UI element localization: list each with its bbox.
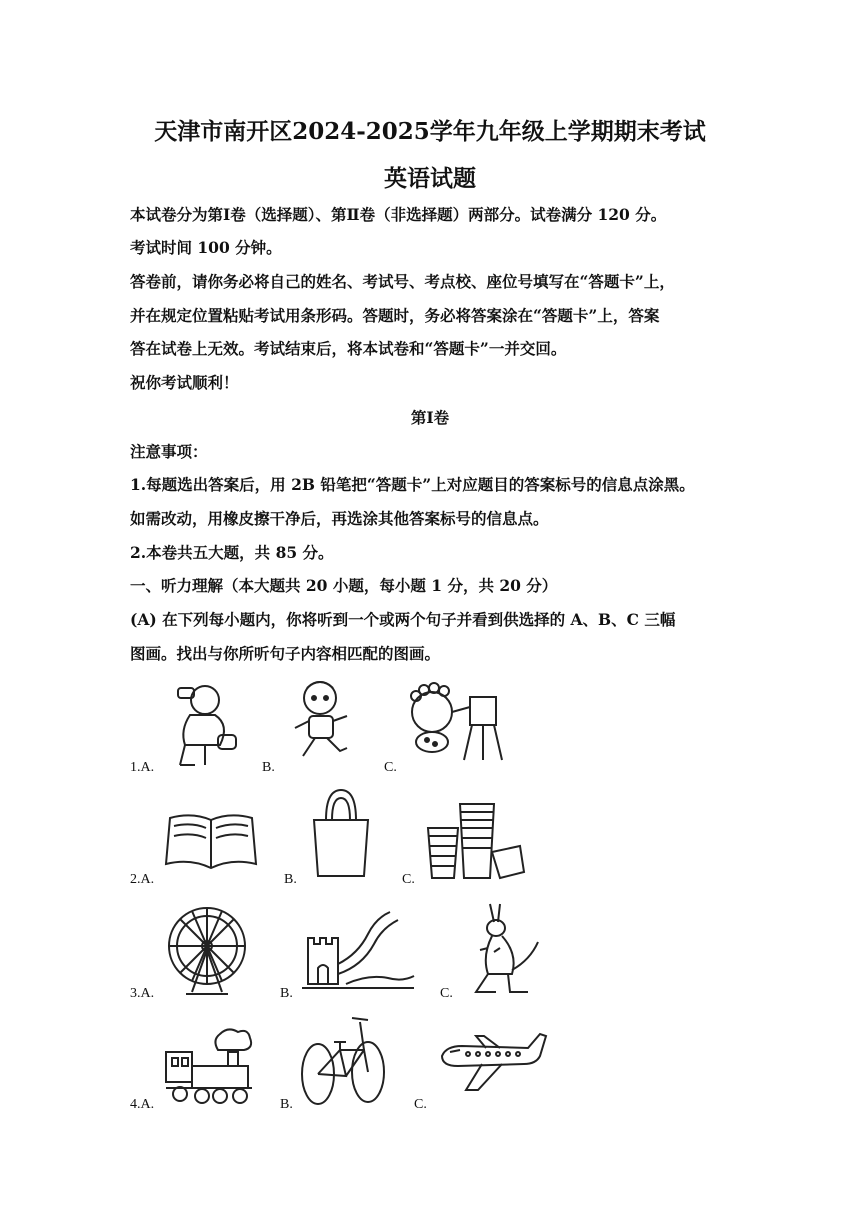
- option-label-a: 2.A.: [130, 872, 155, 887]
- great-wall-icon: [298, 904, 416, 994]
- notes-line-2: 如需改动，用橡皮擦干净后，再选涂其他答案标号的信息点。: [130, 509, 549, 528]
- airplane-icon: [436, 1030, 550, 1094]
- option-label-b: B.: [284, 872, 297, 887]
- steam-train-icon: [162, 1022, 256, 1108]
- intro-line-4: 并在规定位置粘贴考试用条形码。答题时，务必将答案涂在“答题卡”上，答案: [130, 306, 660, 325]
- intro-line-3: 答卷前，请你务必将自己的姓名、考试号、考点校、座位号填写在“答题卡”上，: [130, 272, 675, 291]
- option-label-a: 3.A.: [130, 986, 155, 1001]
- notes-line-3: 2.本卷共五大题，共 85 分。: [130, 543, 334, 562]
- notes-line-1: 1.每题选出答案后，用 2B 铅笔把“答题卡”上对应题目的答案标号的信息点涂黑。: [130, 475, 695, 494]
- open-book-icon: [162, 810, 260, 874]
- section-heading: 第Ⅰ卷: [410, 408, 450, 427]
- bicycle-icon: [298, 1010, 388, 1110]
- option-label-c: C.: [402, 872, 415, 887]
- option-label-c: C.: [384, 760, 397, 775]
- intro-line-2: 考试时间 100 分钟。: [130, 238, 282, 257]
- part1-instruction-1: (A) 在下列每小题内，你将听到一个或两个句子并看到供选择的 A、B、C 三幅: [130, 610, 676, 629]
- option-label-b: B.: [280, 986, 293, 1001]
- boy-with-binoculars-icon: [160, 680, 240, 770]
- part1-instruction-2: 图画。找出与你所听句子内容相匹配的图画。: [130, 644, 441, 663]
- kangaroo-icon: [470, 900, 542, 996]
- notes-heading: 注意事项：: [130, 442, 208, 461]
- shopping-bag-icon: [308, 786, 374, 880]
- intro-line-6: 祝你考试顺利！: [130, 373, 239, 392]
- option-label-c: C.: [414, 1097, 427, 1112]
- intro-line-1: 本试卷分为第Ⅰ卷（选择题）、第Ⅱ卷（非选择题）两部分。试卷满分 120 分。: [130, 205, 667, 224]
- option-label-a: 1.A.: [130, 760, 155, 775]
- exam-subtitle: 英语试题: [384, 165, 476, 192]
- part1-heading: 一、听力理解（本大题共 20 小题，每小题 1 分，共 20 分）: [130, 576, 558, 595]
- girl-painting-icon: [402, 682, 510, 764]
- option-label-c: C.: [440, 986, 453, 1001]
- option-label-a: 4.A.: [130, 1097, 155, 1112]
- option-label-b: B.: [280, 1097, 293, 1112]
- ferris-wheel-icon: [162, 902, 252, 998]
- exam-title: 天津市南开区2024-2025学年九年级上学期期末考试: [154, 118, 706, 145]
- stacked-cups-icon: [420, 800, 526, 882]
- option-label-b: B.: [262, 760, 275, 775]
- running-boy-icon: [285, 676, 355, 768]
- intro-line-5: 答在试卷上无效。考试结束后，将本试卷和“答题卡”一并交回。: [130, 339, 567, 358]
